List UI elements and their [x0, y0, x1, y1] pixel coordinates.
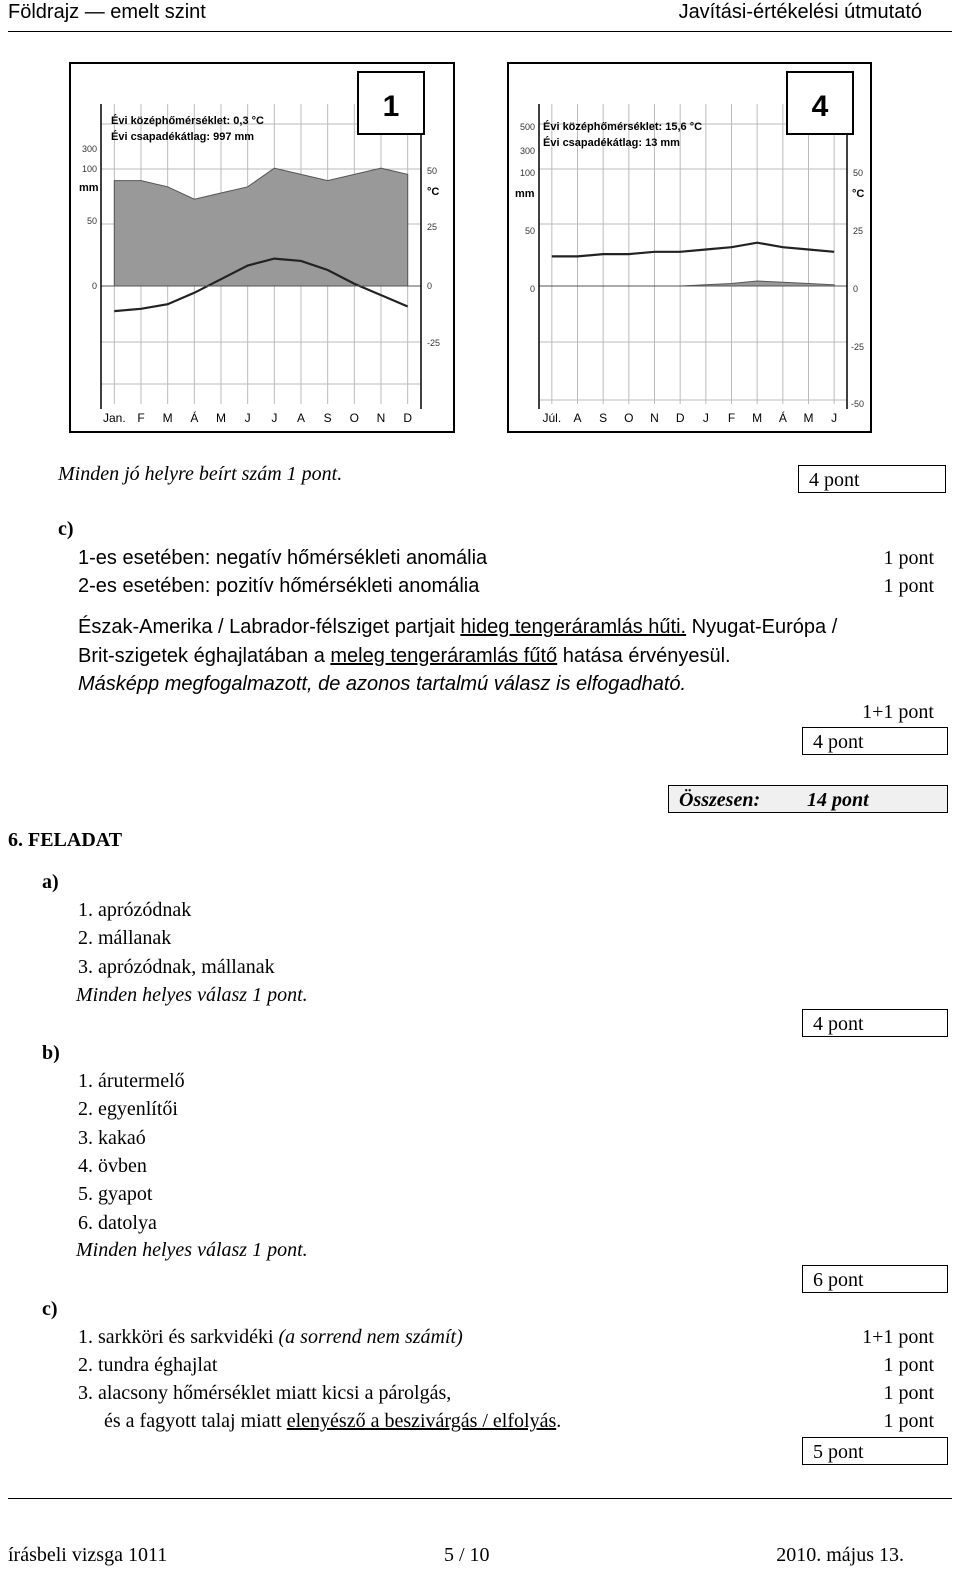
header-subject: Földrajz — emelt szint: [8, 1, 206, 23]
score-box-part-c-text: 4 pont: [813, 731, 864, 753]
c1-month-label: J: [271, 411, 278, 425]
chart1-yl-unit: mm: [79, 182, 99, 194]
task6-c-line1: 1. sarkköri és sarkvidéki (a sorrend nem számít): [78, 1326, 463, 1348]
chart4-yl-tick-2: 100: [519, 168, 535, 178]
c4-month-label: F: [727, 411, 736, 425]
task6-b-item-5: 5. gyapot: [78, 1183, 153, 1206]
score-box-task6-c-text: 5 pont: [813, 1441, 864, 1463]
task6-b-item-3: 3. kakaó: [78, 1126, 146, 1149]
chart1-precip-area: [114, 168, 407, 286]
part-c-line1-points: 1 pont: [883, 547, 934, 569]
task6-c-line4-points: 1 pont: [883, 1410, 934, 1432]
chart4-yr-tick-4: -50: [851, 399, 865, 409]
part-c-points: 1+1 pont: [862, 701, 934, 723]
task6-b-label: b): [42, 1042, 60, 1064]
c1-month-label: F: [137, 411, 145, 425]
part-c-explanation-1: Észak-Amerika / Labrador-félsziget partjait hideg tengeráramlás hűti. Nyugat-Európa /: [78, 616, 838, 638]
chart4-yr-tick-2: 0: [853, 284, 859, 294]
c1-month-label: O: [349, 411, 360, 425]
chart4-yr-unit: °C: [852, 188, 865, 200]
chart1-yr-tick-2: 0: [427, 281, 433, 291]
climate-chart-4-svg: [509, 64, 870, 431]
footer-exam: írásbeli vizsga 1011: [8, 1544, 168, 1566]
header-doc-type: Javítási-értékelési útmutató: [678, 1, 922, 23]
part-c-alternative-note: Másképp megfogalmazott, de azonos tartalmú válasz is elfogadható.: [78, 673, 687, 695]
total-label: Összesen:: [679, 789, 761, 811]
part-c-line2: 2-es esetében: pozitív hőmérsékleti anomália: [78, 575, 480, 597]
c1-month-label: Jan.: [102, 411, 126, 425]
c4-month-label: M: [752, 411, 763, 425]
chart1-yr-unit: °C: [427, 186, 440, 198]
chart1-temp-label: Évi középhőmérséklet: 0,3 °C: [111, 115, 264, 127]
score-box-charts: [798, 465, 946, 493]
chart1-yr-tick-1: 25: [427, 222, 438, 232]
all-correct-note: Minden jó helyre beírt szám 1 pont.: [58, 463, 343, 485]
footer-rule: [8, 1498, 952, 1499]
task6-b-item-2: 2. egyenlítői: [78, 1098, 178, 1121]
score-box-task6-b: [802, 1265, 948, 1293]
c4-month-label: J: [702, 411, 709, 425]
chart4-yl-unit: mm: [515, 188, 535, 200]
chart4-yr-tick-3: -25: [851, 342, 865, 352]
score-box-part-c: [802, 727, 948, 755]
chart4-yl-tick-0: 500: [519, 122, 535, 132]
chart4-temp-line: [552, 243, 834, 257]
task6-a-label: a): [42, 871, 59, 893]
chart1-yl-tick-3: 0: [91, 281, 97, 291]
c1-month-label: Á: [190, 411, 199, 425]
chart1-yl-tick-1: 100: [81, 164, 97, 174]
c4-month-label: N: [650, 411, 659, 425]
task6-c-line3: 3. alacsony hőmérséklet miatt kicsi a párolgás,: [78, 1382, 452, 1404]
task6-b-note: Minden helyes válasz 1 pont.: [76, 1239, 308, 1261]
climate-chart-1: [69, 62, 455, 433]
task6-a-item-3: 3. aprózódnak, mállanak: [78, 955, 275, 978]
chart4-number: 4: [811, 90, 829, 123]
chart4-yl-tick-1: 300: [519, 146, 535, 156]
c1-month-label: M: [216, 411, 226, 425]
c4-month-label: S: [599, 411, 608, 425]
part-c-explanation-2: Brit-szigetek éghajlatában a meleg tengeráramlás fűtő hatása érvényesül.: [78, 645, 731, 667]
climate-chart-1-svg: [71, 64, 453, 431]
task6-c-line3-points: 1 pont: [883, 1382, 934, 1404]
task6-a-item-2: 2. mállanak: [78, 927, 172, 950]
c1-month-label: N: [376, 411, 386, 425]
task6-b-item-1: 1. árutermelő: [78, 1070, 185, 1092]
c1-month-label: D: [403, 411, 413, 425]
c4-month-label: A: [573, 411, 582, 425]
chart4-yl-tick-3: 50: [524, 226, 535, 236]
c4-month-label: M: [803, 411, 814, 425]
chart4-grid: [539, 124, 847, 400]
c4-month-label: J: [831, 411, 838, 425]
chart1-yr-tick-0: 50: [427, 166, 438, 176]
chart1-yl-tick-2: 50: [86, 216, 97, 226]
chart4-temp-label: Évi középhőmérséklet: 15,6 °C: [543, 121, 703, 133]
c1-month-label: J: [244, 411, 251, 425]
total-value: 14 pont: [807, 789, 869, 811]
chart4-yr-tick-0: 50: [853, 168, 864, 178]
part-c-line1: 1-es esetében: negatív hőmérsékleti anomália: [78, 547, 488, 569]
task6-a-item-1: 1. aprózódnak: [78, 899, 192, 921]
chart1-yl-tick-0: 300: [81, 144, 97, 154]
task6-b-item-4: 4. övben: [78, 1154, 147, 1177]
chart1-number: 1: [382, 90, 400, 123]
task6-b-item-6: 6. datolya: [78, 1211, 157, 1234]
score-box-charts-text: 4 pont: [809, 469, 860, 491]
task6-title: 6. FELADAT: [8, 829, 123, 851]
score-box-task6-a: [802, 1009, 948, 1037]
footer-page: 5 / 10: [444, 1544, 490, 1566]
score-box-task6-a-text: 4 pont: [813, 1013, 864, 1035]
c4-month-label: Júl.: [542, 411, 562, 425]
c4-month-label: Á: [778, 411, 787, 425]
chart1-yr-tick-3: -25: [427, 338, 441, 348]
c4-month-label: O: [624, 411, 634, 425]
footer-date: 2010. május 13.: [776, 1544, 904, 1566]
task6-c-line2-points: 1 pont: [883, 1354, 934, 1376]
c1-month-label: M: [162, 411, 173, 425]
c4-month-label: D: [675, 411, 685, 425]
part-c-label: c): [58, 518, 74, 540]
score-box-task6-c: [802, 1437, 948, 1465]
chart4-precip-area: [552, 281, 834, 286]
chart4-precip-label: Évi csapadékátlag: 13 mm: [543, 137, 680, 149]
c1-month-label: S: [323, 411, 332, 425]
chart1-precip-label: Évi csapadékátlag: 997 mm: [111, 131, 255, 143]
total-box: [668, 785, 948, 813]
climate-chart-4: [507, 62, 872, 433]
chart4-yr-tick-1: 25: [853, 226, 864, 236]
part-c-line2-points: 1 pont: [883, 575, 934, 597]
score-box-task6-b-text: 6 pont: [813, 1269, 864, 1291]
task6-c-line2: 2. tundra éghajlat: [78, 1354, 218, 1376]
task6-c-label: c): [42, 1298, 58, 1320]
header-rule: [8, 31, 952, 32]
task6-c-line4: és a fagyott talaj miatt elenyésző a beszivárgás / elfolyás.: [104, 1410, 562, 1432]
c1-month-label: A: [296, 411, 306, 425]
chart4-yl-tick-4: 0: [529, 284, 535, 294]
task6-c-line1-points: 1+1 pont: [862, 1326, 934, 1348]
task6-a-note: Minden helyes válasz 1 pont.: [76, 984, 308, 1006]
